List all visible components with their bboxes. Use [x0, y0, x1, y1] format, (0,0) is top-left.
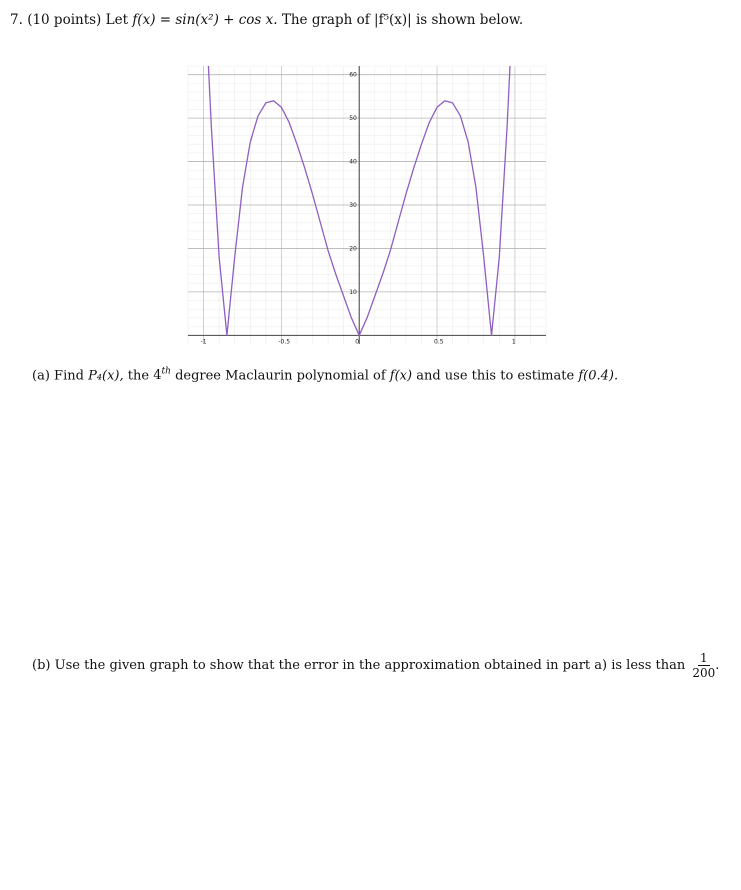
- part-b-label: (b): [32, 658, 51, 673]
- part-b-end: .: [715, 658, 720, 673]
- part-a-text1: Find: [54, 368, 84, 384]
- function-definition: f(x) = sin(x²) + cos x.: [132, 12, 278, 28]
- x-tick-label: 0: [355, 338, 360, 346]
- fraction-denominator: 200: [692, 666, 716, 680]
- y-tick-label: 60: [349, 71, 357, 79]
- problem-lead: Let: [105, 12, 129, 28]
- fifth-derivative-chart: [180, 62, 552, 354]
- problem-points: (10 points): [27, 12, 102, 28]
- y-tick-label: 20: [349, 245, 357, 253]
- x-tick-label: 1: [511, 338, 516, 346]
- part-a-text3: degree Maclaurin polynomial of: [175, 368, 386, 384]
- part-a-polynomial: P₄(x),: [88, 368, 124, 384]
- problem-number: 7.: [10, 12, 23, 28]
- x-tick-label: 0.5: [434, 338, 444, 346]
- major-grid: [188, 66, 546, 344]
- part-b-text: Use the given graph to show that the error in the approximation obtained in part a) is less than: [54, 658, 686, 673]
- y-tick-label: 50: [349, 115, 357, 123]
- x-tick-label: -0.5: [278, 338, 291, 346]
- part-a-fx: f(x): [389, 368, 413, 384]
- graph-sentence: The graph of |f⁵(x)| is shown below.: [281, 12, 524, 28]
- fraction-numerator: 1: [700, 651, 708, 665]
- part-a-text2: the: [127, 368, 150, 384]
- error-bound-fraction: [692, 651, 715, 680]
- y-tick-label: 30: [349, 202, 357, 209]
- part-a-estimate: f(0.4).: [578, 368, 619, 384]
- part-a-text4: and use this to estimate: [416, 368, 575, 384]
- part-a-label: (a): [32, 368, 50, 384]
- y-tick-label: 10: [349, 288, 357, 296]
- part-a-question: [32, 362, 618, 386]
- x-tick-label: -1: [200, 338, 207, 346]
- graph-figure: [180, 62, 552, 354]
- problem-header: [10, 10, 730, 30]
- tick-labels: [201, 72, 516, 346]
- y-tick-label: 40: [349, 158, 357, 166]
- part-b-question: [32, 651, 719, 680]
- part-a-degree: 4th: [153, 367, 171, 384]
